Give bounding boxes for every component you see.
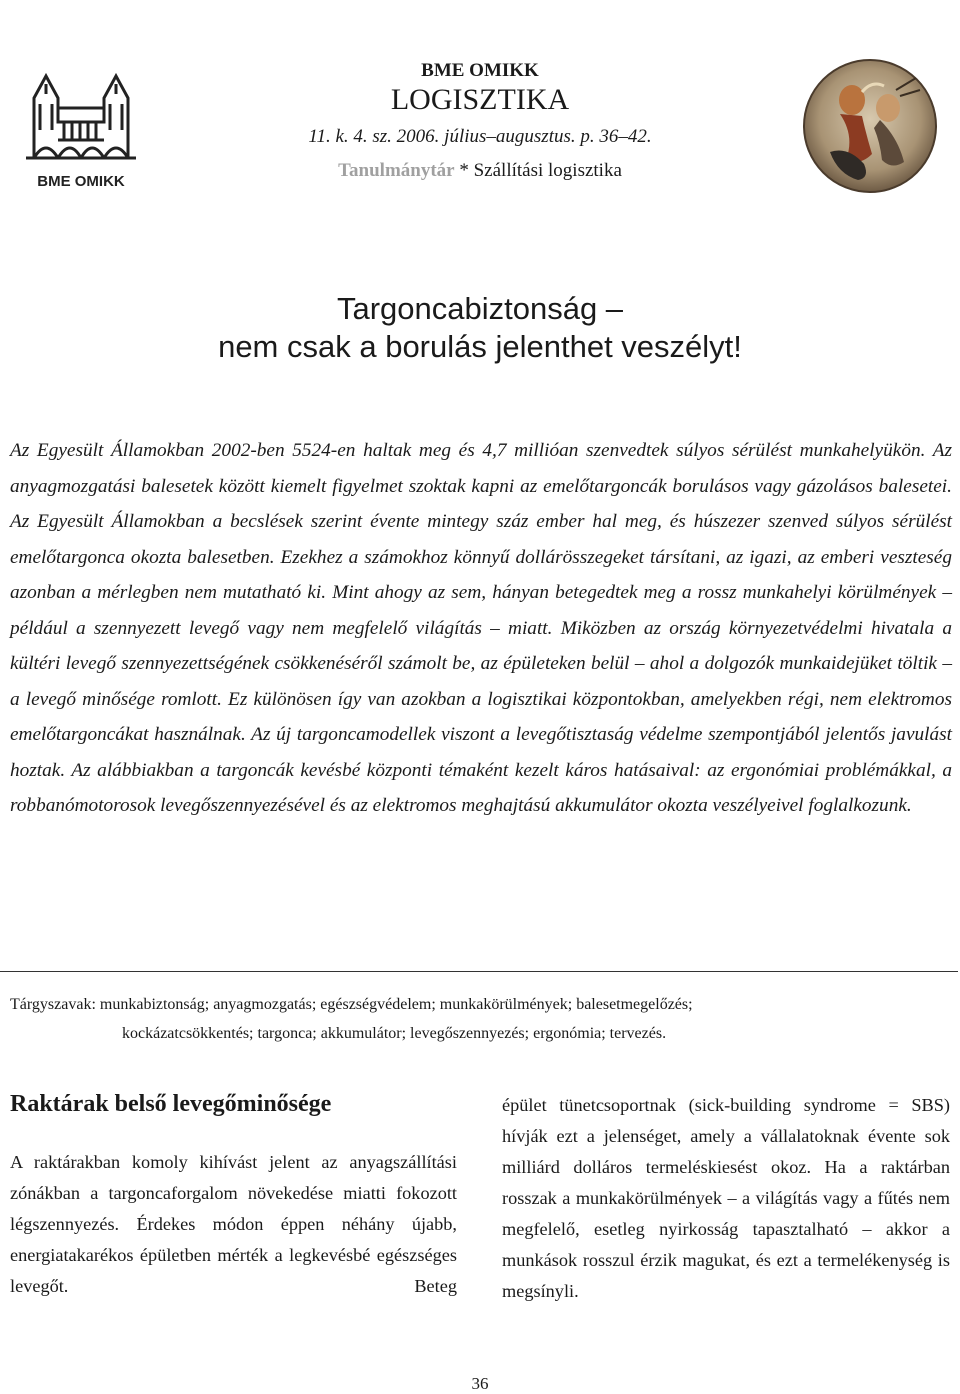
organization-name: BME OMIKK — [421, 60, 539, 81]
title-line-1: Targoncabiztonság – — [336, 291, 624, 326]
keywords-line-1: munkabiztonság; anyagmozgatás; egészségvédelem; munkakörülmények; balesetmegelőzés; — [99, 996, 693, 1013]
article-title — [0, 290, 960, 366]
left-column — [10, 1088, 457, 1302]
journal-title: LOGISZTIKA — [390, 83, 570, 116]
section-heading: Raktárak belső levegőminősége — [10, 1091, 332, 1117]
keywords-label: Tárgyszavak: — [10, 996, 96, 1013]
separator-asterisk: * — [459, 160, 469, 181]
divider-rule — [0, 971, 958, 972]
section-line — [0, 156, 960, 186]
journal-header — [0, 60, 960, 186]
left-column-text: A raktárakban komoly kihívást jelent az anyagszállítási zónákban a targoncaforgalom növekedése miatti fokozott légszennyezés. Érdekes módon éppen néhány újabb, energiatakarékos épületben mérték a legkevésbé egészséges levegőt. Beteg — [10, 1152, 457, 1296]
right-column — [502, 1090, 950, 1307]
issue-citation: 11. k. 4. sz. 2006. július–augusztus. p. 36–42. — [308, 126, 652, 147]
section-name: Szállítási logisztika — [473, 160, 622, 181]
page-number: 36 — [471, 1374, 489, 1393]
library-name: Tanulmánytár — [338, 160, 455, 181]
article-abstract: Az Egyesült Államokban 2002-ben 5524-en haltak meg és 4,7 millióan szenvedtek súlyos sérülést munkahelyükön. Az anyagmozgatási balesetek között kiemelt figyelmet szoktak kapni az emelőtargoncák borulásos vagy gázolásos balesetei. Az Egyesült Államokban a becslések szerint évente mintegy száz ember hal meg, és húszezer szenved súlyos sérülést emelőtargonca okozta balesetben. Ezekhez a számokhoz könnyű dollárösszegeket társítani, az igazi, az emberi veszteség azonban a mérlegben nem mutatható ki. Mint ahogy az sem, hányan betegedtek meg a rossz munkahelyi körülmények – például a szennyezett levegő vagy nem megfelelő világítás – miatt. Miközben az ország környezetvédelmi hivatala a kültéri levegő szennyezettségének csökkenéséről számolt be, az épületeken belül – ahol a dolgozók munkaidejüket töltik – a levegő minősége romlott. Ez különösen így van azokban a logisztikai központokban, amelyekben régi, nem elektromos emelőtargoncákat használnak. Az új targoncamodellek viszont a levegőtisztaság védelme szempontjából jelentős javulást hoztak. Az alábbiakban a targoncák kevésbé központi témaként kezelt káros hatásaival: az ergonómiai problémákkal, a robbanómotorosok levegőszennyezésével és az elektromos meghajtású akkumulátor okozta veszélyeivel foglalkozunk. — [10, 440, 952, 816]
keywords-line-2: kockázatcsökkentés; targonca; akkumulátor; levegőszennyezés; ergonómia; tervezés. — [122, 1025, 667, 1042]
logo-text: BME OMIKK — [37, 173, 125, 190]
title-line-2: nem csak a borulás jelenthet veszélyt! — [218, 329, 742, 364]
keywords-block — [10, 990, 950, 1048]
right-column-text: épület tünetcsoportnak (sick-building syndrome = SBS) hívják ezt a jelenséget, amely a vállalatoknak évente sok milliárd dolláros termeléskiesést okoz. Ha a raktárban rosszak a munkakörülmények – a világítás vagy a fűtés nem megfelelő, esetleg nyirkosság tapasztalható – akkor a munkások rosszul érzik magukat, és ezt a termelékenység is megsínyli. — [502, 1095, 950, 1301]
